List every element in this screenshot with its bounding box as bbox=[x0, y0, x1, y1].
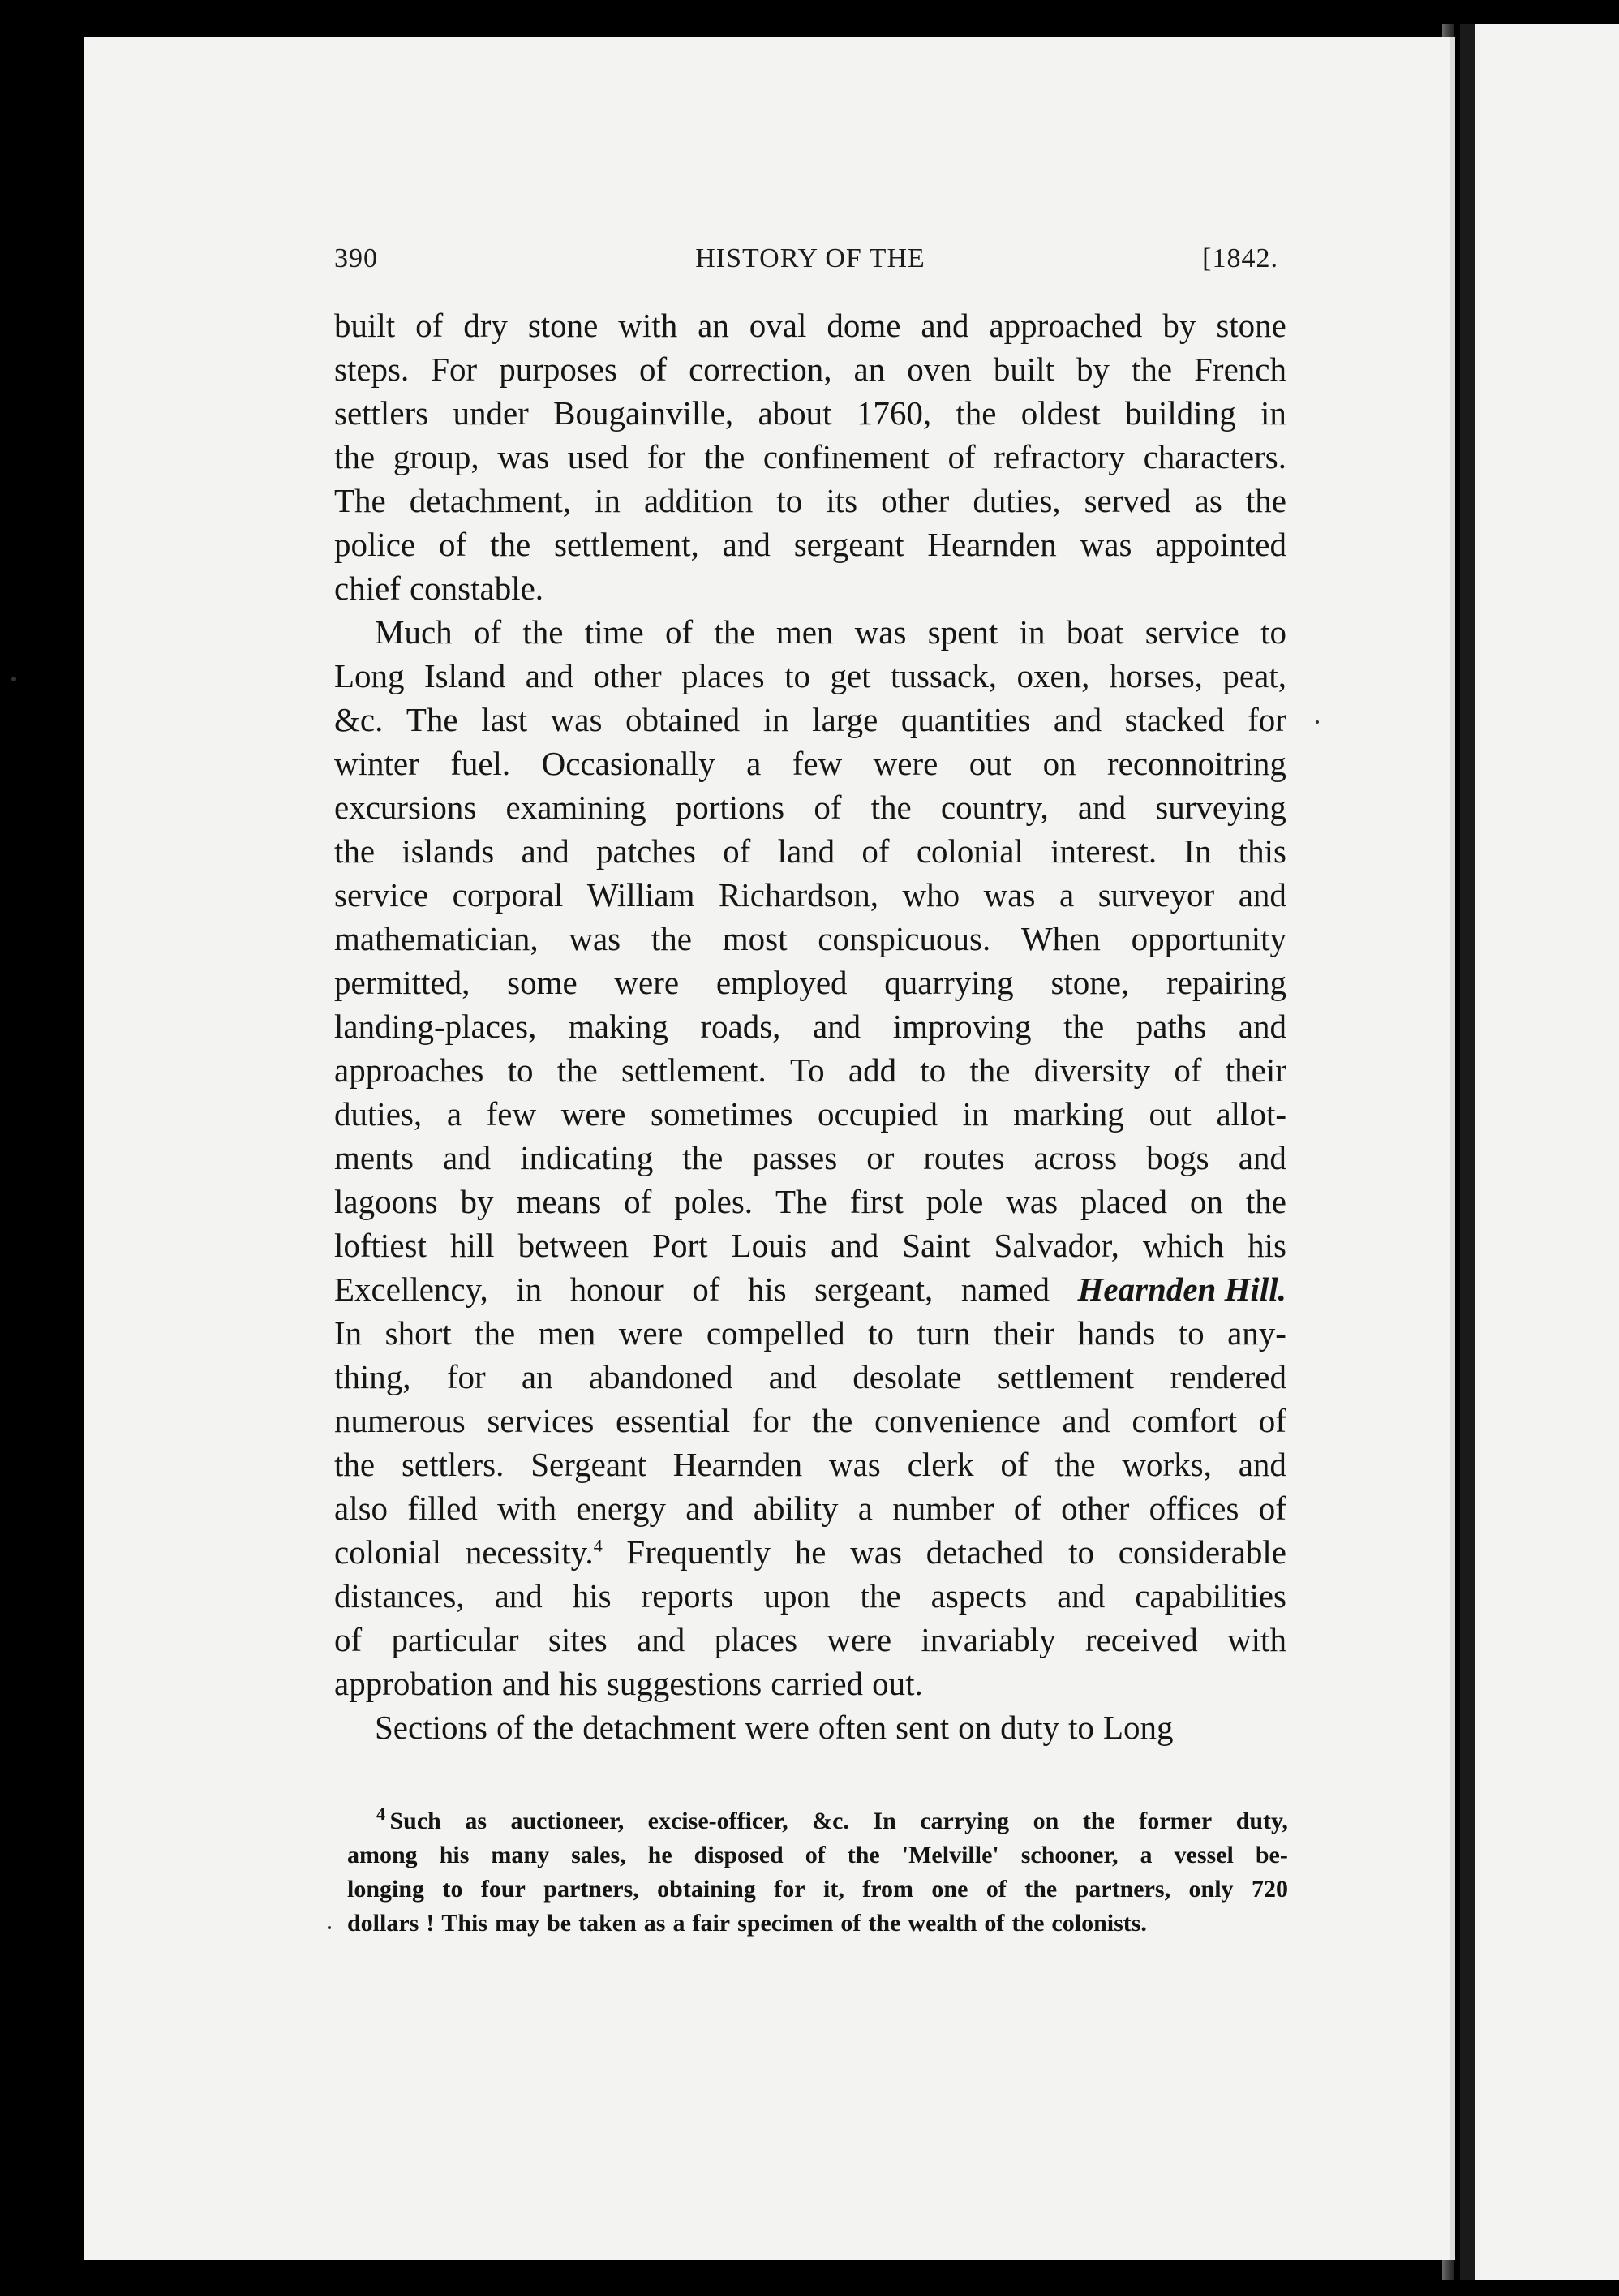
text-line: loftiest hill between Port Louis and Saint Salvador, which his bbox=[334, 1227, 1286, 1264]
text-line: Sections of the detachment were often sent on duty to Long bbox=[375, 1709, 1174, 1746]
text-line: chief constable. bbox=[334, 570, 544, 607]
footnote-line: among his many sales, he disposed of the 'Melville' schooner, a vessel be- bbox=[347, 1842, 1288, 1868]
footnote-line: $^4$ Such as auctioneer, excise-officer, &c. In carrying on the former duty, bbox=[376, 1804, 1288, 1834]
text-line: approbation and his suggestions carried out. bbox=[334, 1665, 923, 1702]
text-line: duties, a few were sometimes occupied in marking out allot- bbox=[334, 1095, 1286, 1133]
text-line: thing, for an abandoned and desolate settlement rendered bbox=[334, 1358, 1286, 1395]
place-name-italic: Hearnden Hill. bbox=[1077, 1271, 1286, 1308]
scan-speck bbox=[328, 1926, 331, 1929]
text-line: Excellency, in honour of his sergeant, named Hearnden Hill. bbox=[334, 1267, 1286, 1311]
footnote-reference: 4 bbox=[593, 1535, 603, 1556]
running-header bbox=[334, 243, 1286, 284]
scan-speck bbox=[11, 677, 16, 681]
text-line: police of the settlement, and sergeant Hearnden was appointed bbox=[334, 526, 1286, 563]
text-line: The detachment, in addition to its other duties, served as the bbox=[334, 482, 1286, 519]
text-line: settlers under Bougainville, about 1760, the oldest building in bbox=[334, 394, 1286, 432]
footnote-block bbox=[347, 1804, 1288, 1941]
text-line: permitted, some were employed quarrying stone, repairing bbox=[334, 964, 1286, 1001]
text-line: winter fuel. Occasionally a few were out on reconnoitring bbox=[334, 745, 1286, 782]
text-line: service corporal William Richardson, who was a surveyor and bbox=[334, 876, 1286, 914]
text-line: lagoons by means of poles. The first pole was placed on the bbox=[334, 1183, 1286, 1220]
facing-page-edge bbox=[1460, 24, 1619, 2280]
text-line: excursions examining portions of the country, and surveying bbox=[334, 789, 1286, 826]
text-line: built of dry stone with an oval dome and approached by stone bbox=[334, 307, 1286, 344]
scan-speck bbox=[1316, 720, 1319, 724]
footnote-line: dollars ! This may be taken as a fair specimen of the wealth of the colonists. bbox=[347, 1910, 1147, 1937]
text-line: the group, was used for the confinement of refractory characters. bbox=[334, 438, 1286, 475]
text-line: distances, and his reports upon the aspects and capabilities bbox=[334, 1577, 1286, 1615]
text-line: the settlers. Sergeant Hearnden was clerk of the works, and bbox=[334, 1446, 1286, 1483]
text-line: Much of the time of the men was spent in boat service to bbox=[375, 613, 1286, 651]
text-line: colonial necessity.$^4$ Frequently he was detached to considerable bbox=[334, 1533, 1286, 1571]
page-number: 390 bbox=[334, 243, 378, 273]
text-line: of particular sites and places were invariably received with bbox=[334, 1621, 1286, 1658]
header-year: [1842. bbox=[1202, 243, 1278, 273]
text-line: the islands and patches of land of colonial interest. In this bbox=[334, 832, 1286, 870]
text-line: ments and indicating the passes or routes across bogs and bbox=[334, 1139, 1286, 1176]
text-line: &c. The last was obtained in large quantities and stacked for bbox=[334, 701, 1286, 738]
running-title: HISTORY OF THE bbox=[695, 243, 925, 273]
text-line: Long Island and other places to get tussack, oxen, horses, peat, bbox=[334, 657, 1286, 694]
footnote-marker: 4 bbox=[376, 1804, 390, 1824]
text-line: In short the men were compelled to turn their hands to any- bbox=[334, 1314, 1286, 1352]
text-line: numerous services essential for the convenience and comfort of bbox=[334, 1402, 1286, 1439]
text-line: also filled with energy and ability a number of other offices of bbox=[334, 1490, 1286, 1527]
text-line: steps. For purposes of correction, an oven built by the French bbox=[334, 350, 1286, 388]
text-line: mathematician, was the most conspicuous. When opportunity bbox=[334, 920, 1286, 957]
footnote-line: longing to four partners, obtaining for it, from one of the partners, only 720 bbox=[347, 1876, 1288, 1903]
text-line: landing-places, making roads, and improving the paths and bbox=[334, 1008, 1286, 1045]
text-line: approaches to the settlement. To add to the diversity of their bbox=[334, 1051, 1286, 1089]
body-text bbox=[334, 303, 1286, 1749]
